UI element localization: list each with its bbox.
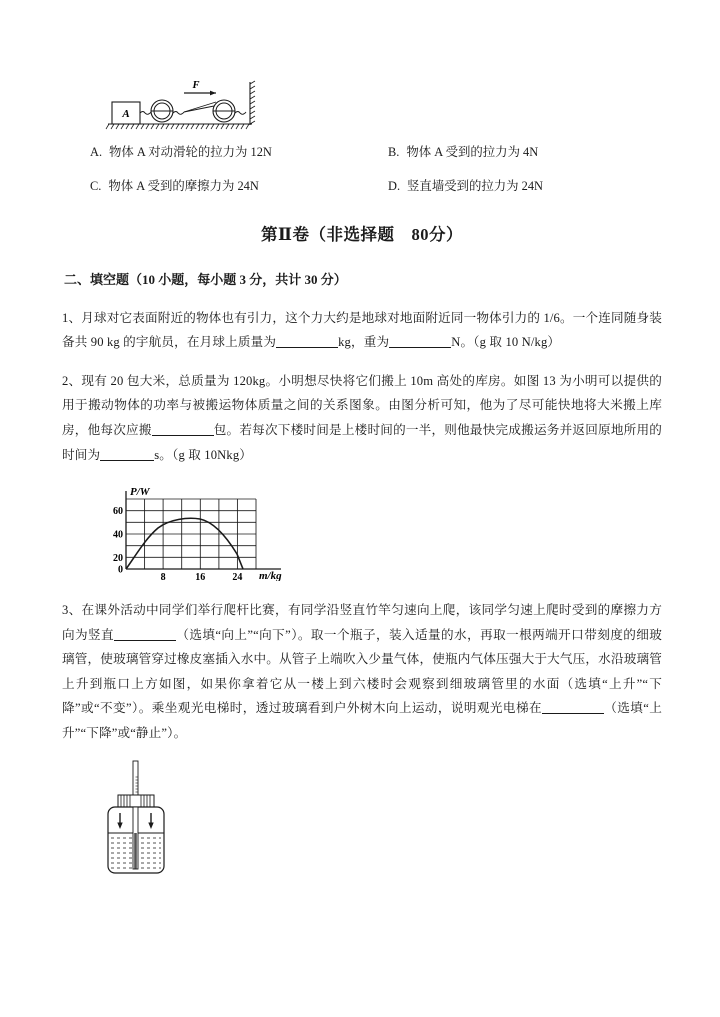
pulley-system-figure <box>104 78 264 132</box>
choice-a-key: A. <box>90 145 103 159</box>
question-3 <box>62 598 662 745</box>
q3-blank-2[interactable] <box>542 713 604 714</box>
q2-blank-2[interactable] <box>100 460 154 461</box>
q2-blank-1[interactable] <box>152 435 214 436</box>
q1-number: 1、 <box>62 310 82 325</box>
q3-blank-1[interactable] <box>114 640 176 641</box>
q1-unit-1: kg，重为 <box>338 335 390 350</box>
force-label: F <box>192 80 200 91</box>
q1-blank-1[interactable] <box>276 347 338 348</box>
choice-row-cd <box>62 180 662 192</box>
q1-text-part1: 月球对它表面附近的物体也有引力，这个力大约是地球对地面附近同一物体引力的 1/6。一个连同随身装备共 90 kg 的宇航员，在月球上质量为 <box>62 310 662 350</box>
graph-ytick-20: 20 <box>113 552 123 564</box>
bottle-svg <box>96 759 206 879</box>
tube-water-column <box>134 833 137 869</box>
q1-blank-2[interactable] <box>389 347 451 348</box>
bottle-figure <box>96 759 662 884</box>
q1-unit-2: N。（g 取 10 N/kg） <box>451 335 561 350</box>
choice-option-b[interactable] <box>384 146 538 158</box>
choices-block <box>62 146 662 193</box>
glass-tube-upper <box>133 761 138 795</box>
graph-ytick-60: 60 <box>113 506 123 518</box>
question-1 <box>62 306 662 355</box>
question-2 <box>62 369 662 467</box>
graph-ylabel: P/W <box>130 486 150 499</box>
q2-text-part1: 现有 20 包大米，总质量为 120kg。小明想尽快将它们搬上 10m 高处的库房。如图 13 为小明可以提供的用于搬动物体的功率与被搬运物体质量之间的关系图象。由图分析可知，他为了尽可能快地将大米搬上库房，他每次应搬 <box>62 373 662 437</box>
choice-option-d[interactable] <box>384 180 543 192</box>
power-mass-graph-figure <box>96 481 662 586</box>
section-title: 二、填空题（10 小题，每小题 3 分，共计 30 分） <box>64 271 347 287</box>
q2-unit-1: 包。若每次下楼时间是上楼时间的一半，则他最快完成搬运务并返回原地所用的时间为 <box>62 423 662 462</box>
choice-d-text: 竖直墙受到的拉力为 24N <box>407 179 543 194</box>
q3-unit-3: （选填“上升”“下降”或“静止”）。 <box>62 701 662 740</box>
graph-ytick-0: 0 <box>118 564 123 576</box>
power-mass-graph-svg <box>96 481 296 581</box>
q3-text-part1: 在课外活动中同学们举行爬杆比赛，有同学沿竖直竹竿匀速向上爬，该同学匀速上爬时受到的摩擦力方向为竖直 <box>62 603 662 642</box>
choice-c-key: C. <box>90 179 102 194</box>
q3-number: 3、 <box>62 603 82 618</box>
choice-d-key: D. <box>388 179 401 194</box>
q2-unit-2: s。（g 取 10Nkg） <box>154 447 253 462</box>
choice-c-text: 物体 A 受到的摩擦力为 24N <box>108 179 259 194</box>
graph-xtick-24: 24 <box>232 572 243 582</box>
q3-unit-1: （选填“向上”“向下”）。取一个瓶子，装入适量的水，再取一根两端开口带刻度的细玻璃管，使玻璃管穿过橡皮塞插入水中。从管子上端吹入少量气体，使瓶内气体压强大于大气压，水沿玻璃管上升到瓶口上方如图，如果你拿着它从一楼上到六楼时会观察到细玻璃管里的水面 <box>62 627 662 691</box>
graph-curve <box>126 518 243 569</box>
volume-title: 第Ⅱ卷（非选择题 80分） <box>261 224 463 244</box>
choice-row-ab <box>62 146 662 158</box>
pulley-system-svg <box>104 78 264 132</box>
graph-xlabel: m/kg <box>259 570 282 582</box>
graph-gridlines <box>126 499 256 569</box>
choice-option-c[interactable] <box>62 180 384 192</box>
choice-option-a[interactable] <box>62 146 384 158</box>
choice-a-text: 物体 A 对动滑轮的拉力为 12N <box>109 145 272 159</box>
graph-xtick-16: 16 <box>195 572 206 582</box>
rubber-stopper <box>118 795 154 807</box>
q3-unit-2: （选填“上升”“下降”或“不变”）。乘坐观光电梯时，透过玻璃看到户外树木向上运动，说明观光电梯在 <box>62 676 662 716</box>
graph-xtick-8: 8 <box>160 572 166 582</box>
q2-number: 2、 <box>62 373 82 388</box>
choice-b-key: B. <box>388 145 400 159</box>
block-label: A <box>122 108 130 120</box>
choice-b-text: 物体 A 受到的拉力为 4N <box>406 145 539 159</box>
graph-ytick-40: 40 <box>113 529 123 541</box>
